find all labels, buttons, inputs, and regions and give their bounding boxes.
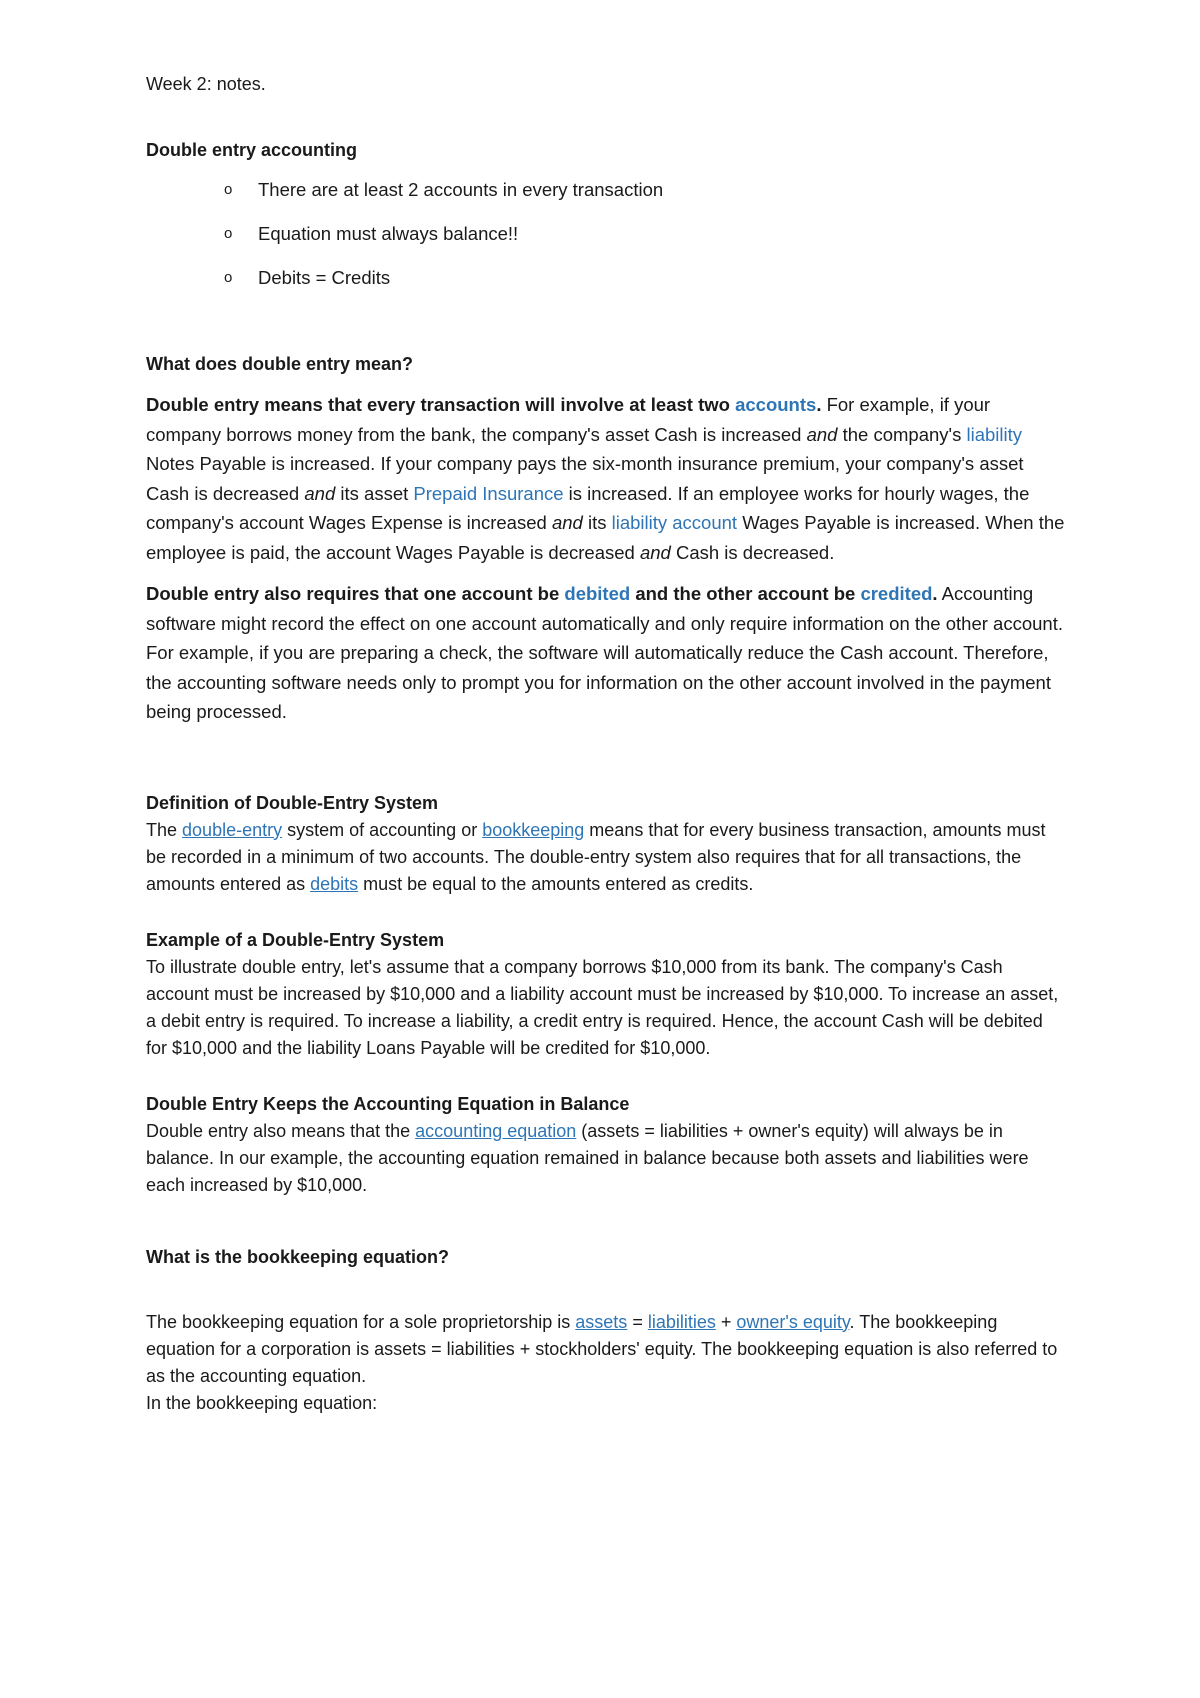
heading-balance: Double Entry Keeps the Accounting Equation in Balance [146, 1093, 630, 1114]
link-bookkeeping[interactable]: bookkeeping [482, 819, 585, 840]
italic-and: and [806, 423, 838, 445]
list-item [224, 220, 1066, 248]
document-page [146, 70, 1066, 1417]
list-item [224, 176, 1066, 204]
list-item-text: Debits = Credits [258, 267, 391, 288]
heading-bookkeeping-equation: What is the bookkeeping equation? [146, 1246, 450, 1267]
link-prepaid-insurance[interactable]: Prepaid Insurance [413, 482, 564, 504]
text-span: The [146, 819, 183, 840]
paragraph-debited-credited [146, 579, 1066, 727]
list-item [224, 264, 1066, 292]
italic-and: and [304, 482, 336, 504]
bold-text: and the other account be [630, 583, 861, 604]
italic-and: and [551, 512, 583, 533]
text-span: its [582, 512, 612, 533]
paragraph-example: To illustrate double entry, let's assume that a company borrows $10,000 from its bank. The company's Cash account must be increased by $10,000 and a liability account must be increased by $10,000. To increase an asset, a debit entry is required. To increase a liability, a credit entry is required. Hence, the account Cash will be debited for $10,000 and the liability Loans Payable will be credited for $10,000. [146, 956, 1059, 1058]
text-span: its asset [335, 482, 414, 504]
link-credited[interactable]: credited [860, 583, 933, 604]
text-span: Wages Payable is increased. When the employee is paid, the account Wages Payable is decreased [146, 512, 1065, 563]
paragraph-bookkeeping-equation [146, 1309, 1066, 1390]
bold-text: Double entry also requires that one account be [146, 583, 565, 604]
bold-period: . [932, 583, 938, 604]
italic-and: and [639, 541, 671, 563]
list-item-text: Equation must always balance!! [258, 223, 519, 244]
text-span: the company's [837, 423, 967, 445]
link-owners-equity[interactable]: owner's equity [736, 1311, 850, 1332]
link-assets[interactable]: assets [575, 1311, 628, 1332]
link-liability-account[interactable]: liability account [611, 512, 738, 533]
link-accounting-equation[interactable]: accounting equation [415, 1120, 577, 1141]
link-liability[interactable]: liability [966, 423, 1022, 445]
bullet-marker: o [224, 225, 233, 242]
bullet-list [146, 176, 1066, 292]
paragraph-double-entry-meaning [146, 390, 1066, 567]
text-span: (assets = liabilities + owner's equity) will always be in balance. In our example, the accounting equation remained in balance because both assets and liabilities were each increased by $10,000. [146, 1120, 1029, 1195]
text-span: = [627, 1311, 648, 1332]
text-span: + [715, 1311, 737, 1332]
link-double-entry[interactable]: double-entry [182, 819, 283, 840]
text-span: Accounting software might record the effect on one account automatically and only require information on the other account. For example, if you are preparing a check, the software will automatically reduce the Cash account. Therefore, the accounting software needs only to prompt you for information on the other account involved in the payment being processed. [146, 583, 1063, 722]
bold-lead: Double entry means that every transaction will involve at least two [146, 394, 736, 415]
link-debits[interactable]: debits [310, 873, 359, 894]
list-item-text: There are at least 2 accounts in every transaction [258, 179, 664, 200]
page-title: Week 2: notes. [146, 74, 266, 94]
paragraph-definition [146, 817, 1066, 898]
link-debited[interactable]: debited [564, 583, 631, 604]
heading-definition: Definition of Double-Entry System [146, 792, 439, 813]
heading-what-does-double-entry-mean: What does double entry mean? [146, 354, 414, 374]
heading-example: Example of a Double-Entry System [146, 929, 445, 950]
bullet-marker: o [224, 181, 233, 198]
text-span: system of accounting or [282, 819, 483, 840]
text-span: The bookkeeping equation for a sole proprietorship is [146, 1311, 576, 1332]
link-accounts[interactable]: accounts [735, 394, 817, 415]
heading-double-entry-accounting: Double entry accounting [146, 140, 358, 160]
text-span: . The bookkeeping equation for a corporation is assets = liabilities + stockholders' equity. The bookkeeping equation is also referred to as the accounting equation. [146, 1311, 1058, 1386]
text-span: Double entry also means that the [146, 1120, 416, 1141]
text-span: Cash is decreased. [670, 541, 835, 563]
link-liabilities[interactable]: liabilities [647, 1311, 716, 1332]
text-span: must be equal to the amounts entered as credits. [358, 873, 754, 894]
bold-period: . [816, 394, 822, 415]
text-span: means that for every business transaction, amounts must be recorded in a minimum of two accounts. The double-entry system also requires that for all transactions, the amounts entered as [146, 819, 1046, 894]
text-span: Notes Payable is increased. If your company pays the six-month insurance premium, your company's asset Cash is decreased [146, 453, 1024, 504]
text-span: is increased. If an employee works for hourly wages, the company's account Wages Expense is increased [146, 482, 1030, 533]
paragraph-balance [146, 1118, 1066, 1199]
paragraph-in-the-equation: In the bookkeeping equation: [146, 1392, 378, 1413]
bullet-marker: o [224, 269, 233, 286]
text-span: For example, if your company borrows money from the bank, the company's asset Cash is increased [146, 394, 991, 445]
